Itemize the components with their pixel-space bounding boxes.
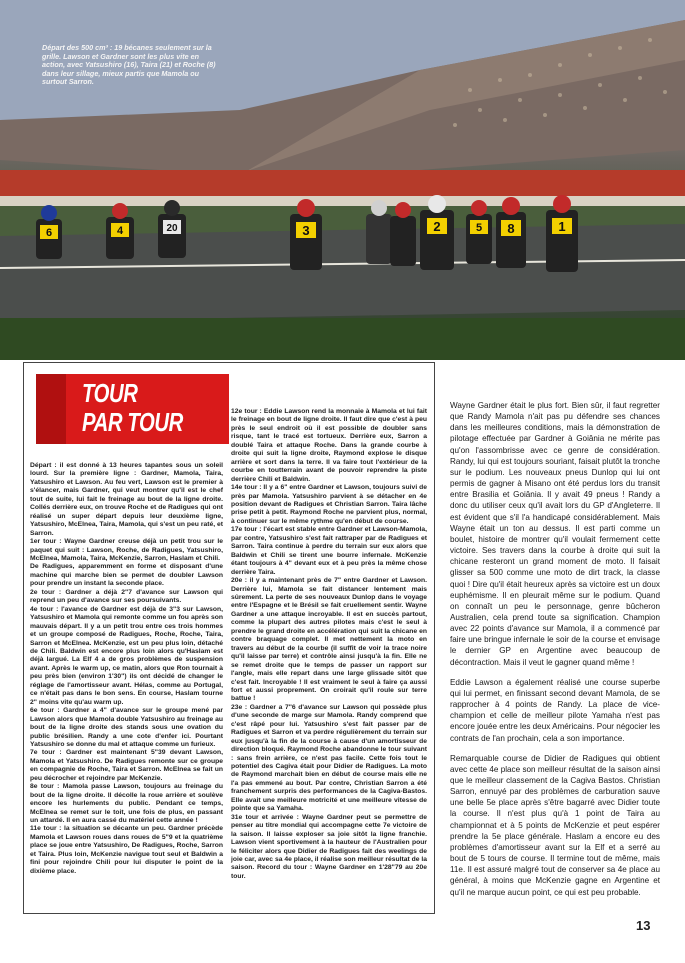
- paragraph: 17e tour : l'écart est stable entre Gardner et Lawson-Mamola, par contre, Yatsushiro s'est fait rattraper par de Radigues et Sarron. Taira continue à perdre du terrain sur eux alors que Baldwin et Chili se tirent une bourre infernale. McKenzie étant toujours à 4" devant eux et à peu près la même chose derrière Taira.: [231, 526, 427, 576]
- race-start-photo: [0, 0, 685, 360]
- paragraph: 7e tour : Gardner est maintenant 5"39 devant Lawson, Mamola et Yatsushiro. De Radigues remonte sur ce groupe en compagnie de Roche, Taira et Sarron. McElnea se fait un peu décrocher et rejoindre par McKenzie.: [30, 749, 223, 782]
- section-title-line2: PAR TOUR: [82, 407, 183, 437]
- paragraph: 11e tour : la situation se décante un peu. Gardner précède Mamola et Lawson roues dans roues de 5"9 et la quatrième place se joue entre Yatsushiro, De Radigues, Roche, Sarron et Taira. Plus loin, McKenzie navigue tout seul et Baldwin a fini pour rejoindre Chili pour lui disputer le point de la dixième place.: [30, 825, 223, 875]
- paragraph: 20e : il y a maintenant près de 7" entre Gardner et Lawson. Derrière lui, Mamola se fait distancer lentement mais sûrement. La perte de ses nouveaux Dunlop dans le voyage entre l'Espagne et le Brésil se fait cruellement sentir. Wayne Gardner a une attaque incroyable. Il est en succès partout, comme la plupart des autres pilotes mais c'est le seul à prendre le grand droite en accélération qui suit la chicane en contre braquage complet. Il met nettement la moto en travers au début de la courbe (il suffit de voir la trace noire qu'il laisse par terre) et contrôle ainsi jusqu'à la fin. Elle ne se remet droite que le temps de passer un rapport sur l'angle, mais elle repart dans une large glissade sitôt que c'est fait. Incroyable ! Il est vraiment le seul à faire ça aussi fort et aussi proprement. On croirait qu'il roule sur terre battue !: [231, 577, 427, 703]
- paragraph: 8e tour : Mamola passe Lawson, toujours au freinage du bout de la ligne droite. Il décolle la roue arrière et soulève encore les hurlements du public. Pendant ce temps, McElnea se remet sur le toit, une fois de plus, en passant un attardé. Il en aura cassé du matériel cette année !: [30, 783, 223, 825]
- paragraph: 31e tour et arrivée : Wayne Gardner peut se permettre de penser au titre mondial qui accompagne cette 7e victoire de la saison. Il laisse exploser sa joie sitôt la ligne franchie. Lawson vient sportivement à la hauteur de l'Australien pour le féliciter alors que Didier de Radigues fait des weelings de joie car, avec sa 4e place, il réalise son meilleur résultat de la saison. Record du tour : Wayne Gardner en 1'28"79 au 20e tour.: [231, 813, 427, 880]
- paragraph: 4e tour : l'avance de Gardner est déjà de 3"3 sur Lawson, Yatsushiro et Mamola qui remonte comme un fou après son mauvais départ. Il y a un petit trou entre ces trois hommes et un groupe composé de Radigues, Roche, Roche, Taira, Sarron et McElnea. McKenzie, est un peu plus loin, détaché de Chili. Baldwin est encore plus loin alors qu'Haslam est déjà largué. La Elf 4 a de gros problèmes de suspension avant. Après le warm up, ce matin, alors que Ron tournait à peu près bien (environ 1'30") ils ont décidé de changer le réglage de l'amortisseur avant. Hélas, comme au Portugal, ce n'était pas dans le bon sens. En course, Haslam tourne 2" moins vite qu'au warm up.: [30, 605, 223, 706]
- bike-number: 3: [302, 223, 310, 238]
- paragraph: Remarquable course de Didier de Radigues qui obtient avec cette 4e place son meilleur résultat de la saison ainsi que le meilleur classement de la Cagiva Bastos. Christian Sarron, ennuyé par des problèmes de carburation sauve une belle 5e place après s'être bagarré avec Didier toute la course. Il n'est plus qu'à 1 point de Taira au championnat et à 5 points de McKenzie et peut espérer prendre la 5e place générale. Haslam a encore eu des problèmes d'amortisseur avant sur la Elf et a serré au bout de 5 tours de course. Il termine tout de même, mais 11e. Il est assuré malgré tout de conserver sa 4e place au général, à moins que McKenzie gagne en Argentine et qu'il ne marque aucun point, ce qui est peu probable.: [450, 753, 660, 897]
- paragraph: 23e : Gardner a 7"6 d'avance sur Lawson qui possède plus d'une seconde de marge sur Mamola. Randy comprend que c'est râpé pour lui. Yatsushiro s'est fait passer par de Radigues et Sarron et va perdre régulièrement du terrain sur eux jusqu'à la fin de la course à cause d'un amortisseur de direction bloqué. Raymond Roche abandonne le tour suivant : sans frein arrière, ce n'est pas facile. Cette fois tout le potentiel des Cagiva était pour Didier de Radigues. La moto de Raymond marchait bien en début de course mais elle ne l'a pas emmené au bout. Par contre, Christian Sarron a été franchement surpris des performances de la Cagiva-Bastos. Elle avait une meilleure motricité et une meilleure vitesse de pointe que sa Yamaha.: [231, 703, 427, 813]
- bike-number: 5: [475, 222, 483, 234]
- paragraph: 12e tour : Eddie Lawson rend la monnaie à Mamola et lui fait le freinage en bout de ligne droite. Il faut dire que c'est à peu près le seul endroit où il est possible de doubler sans risque, tant le tracé est tortueux. Derrière eux, Sarron a doublé Taira et attaque Roche. Dans la grande courbe à droite qui suit la ligne droite, Raymond explose le disque arrière et sort dans la terre. Il va faire tout l'extérieur de la courbe en toutterrain avant de pouvoir reprendre la piste derrière Chili et Baldwin.: [231, 408, 427, 483]
- bike-number: 6: [45, 227, 53, 239]
- paragraph: De Radigues, apparemment en forme et disposant d'une machine qui marche bien se permet de doubler Lawson pour prendre un instant la seconde place.: [30, 563, 223, 588]
- paragraph: Départ : il est donné à 13 heures tapantes sous un soleil lourd. Sur la première ligne : Gardner, Mamola, Taira, Yatsushiro et Lawson. Au feu vert, Lawson est le premier à s'élancer, mais Gardner, qui veut montrer qu'il est le chef tout de suite, lui fait le freinage au bout de la ligne droite. Collés derrière eux, on trouve Roche et de Radigues qui ont réalisé un super départ depuis leur deuxième ligne, Yatsushiro, McElnea, Taira, Mamola, qui s'est un peu raté, et Sarron.: [30, 462, 223, 537]
- paragraph: 14e tour : Il y a 6" entre Gardner et Lawson, toujours suivi de près par Mamola. Yatsushiro parvient à se détacher en 4e position devant de Radigues et Christian Sarron. Taira lâche prise petit à petit. Raymond Roche ne parvient plus, normal, à continuer sur le même rythme qu'en début de course.: [231, 484, 427, 525]
- bike-number: 1: [558, 219, 566, 234]
- page-number: 13: [636, 918, 651, 933]
- column-3: [450, 400, 660, 907]
- bike-number: 8: [507, 221, 515, 236]
- section-title-box: [36, 374, 229, 444]
- paragraph: Wayne Gardner était le plus fort. Bien sûr, il faut regretter que Randy Mamola n'ait pas pu défendre ses chances dans les meilleures conditions, mais la démonstration de pilotage effectuée par Gardner à Goiânia ne mérite pas qu'on l'assombrisse avec ce genre de considération. Randy, lui qui est toujours souriant, faisait plutôt la tronche sur le podium. Les nouveaux pneus Dunlop qui lui ont permis de gagner à Misano ont été perdus lors du transit entre Brasilia et Goiânia. Il y avait 49 pneus ! Randy a donc du utiliser ceux qu'il avait lors du GP d'Angleterre. Il est évident que s'il l'a handicapé considérablement. Mais Wayne était un ton au dessus. Il est parti comme un boulet, histoire de montrer qu'il voulait fermement cette victoire. Ses travers dans la courbe à droite qui suit la chicane resteront un grand moment de moto. Il faisait glisser sa 500 comme une moto de dirt track, la classe quoi ! Dire qu'il était heureux après sa victoire est un doux euphémisme. Il en pleurait même sur le podium. Quand on connaît un peu le personnage, genre bûcheron Australien, cela prend toute sa signification. Champion avec 22 points d'avance sur Mamola, il a commencé par faire une bringue infernale le soir de la course et envisage le dernier GP en Argentine avec beaucoup de décontraction. Mais il veut le gagner quand même !: [450, 401, 660, 667]
- bike-number: 20: [166, 223, 178, 234]
- paragraph: Eddie Lawson a également réalisé une course superbe qui lui permet, en finissant second devant Mamola, de se rapprocher à 4 points de Randy. La place de vice-champion et celle de meilleur pilote Yamaha n'est pas encore jouée entre les deux Américains. Pour négocier les contrats de l'an prochain, cela a son importance.: [450, 677, 661, 743]
- paragraph: 2e tour : Gardner a déjà 2"7 d'avance sur Lawson qui reprend un peu d'avance sur ses poursuivants.: [30, 588, 223, 605]
- photo-caption: Départ des 500 cm³ : 19 bécanes seulement sur la grille. Lawson et Gardner sont les plus vite en action, avec Yatsushiro (16), Taira (21) et Roche (8) dans leur sillage, mieux partis que Mamola ou surtout Sarron.: [42, 43, 216, 86]
- bike-number: 2: [433, 219, 441, 234]
- paragraph: 1er tour : Wayne Gardner creuse déjà un petit trou sur le paquet qui suit : Lawson, Roche, de Radigues, Yatsushiro, McElnea, Mamola, Taira, McKenzie, Sarron, Haslam et Chili.: [30, 538, 223, 562]
- title-box-shade: [36, 374, 66, 444]
- paragraph: 6e tour : Gardner a 4" d'avance sur le groupe mené par Lawson alors que Mamola double Yatsushiro au freinage au bout de la ligne droite des stands sous une ovation du public brésilien. Randy a une cote d'enfer ici. Pourtant Yatsushiro se donne du mal et attaque comme un furieux.: [30, 707, 223, 748]
- section-title-line1: TOUR: [82, 378, 138, 408]
- column-2: [231, 408, 427, 908]
- column-1: [30, 462, 223, 907]
- bike-number: 4: [116, 225, 124, 237]
